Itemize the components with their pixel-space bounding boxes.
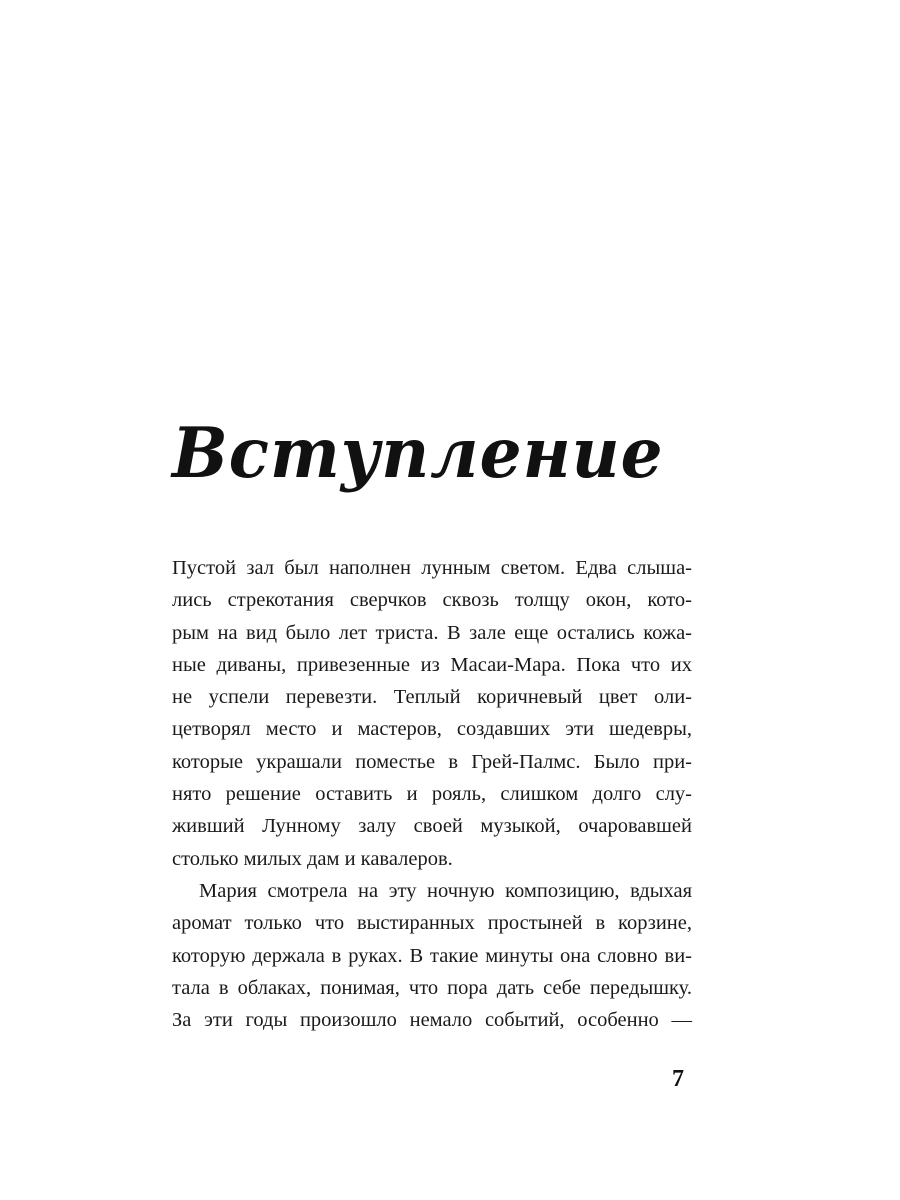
- body-text: [172, 552, 692, 1036]
- page-number: 7: [672, 1066, 684, 1092]
- text-line: аромат только что выстиранных простыней в корзине,: [172, 912, 692, 935]
- text-line: лись стрекотания сверчков сквозь толщу окон, кото-: [172, 589, 692, 612]
- text-line: которые украшали поместье в Грей-Палмс. Было при-: [172, 750, 692, 773]
- chapter-title: Вступление: [172, 411, 664, 494]
- text-line: Пустой зал был наполнен лунным светом. Едва слыша-: [172, 557, 692, 579]
- text-line: которую держала в руках. В такие минуты она словно ви-: [172, 944, 692, 967]
- text-line: За эти годы произошло немало событий, особенно —: [172, 1009, 692, 1032]
- text-line: тала в облаках, понимая, что пора дать себе передышку.: [172, 976, 692, 999]
- text-line: рым на вид было лет триста. В зале еще остались кожа-: [172, 621, 692, 644]
- text-line: столько милых дам и кавалеров.: [172, 847, 453, 870]
- text-line: Мария смотрела на эту ночную композицию, вдыхая: [199, 879, 692, 902]
- text-line: живший Лунному залу своей музыкой, очаровавшей: [172, 815, 692, 838]
- text-line: цетворял место и мастеров, создавших эти шедевры,: [172, 718, 692, 741]
- text-line: ные диваны, привезенные из Масаи-Мара. Пока что их: [172, 653, 692, 676]
- text-line: не успели перевезти. Теплый коричневый цвет оли-: [172, 686, 692, 709]
- text-line: нято решение оставить и рояль, слишком долго слу-: [172, 783, 692, 806]
